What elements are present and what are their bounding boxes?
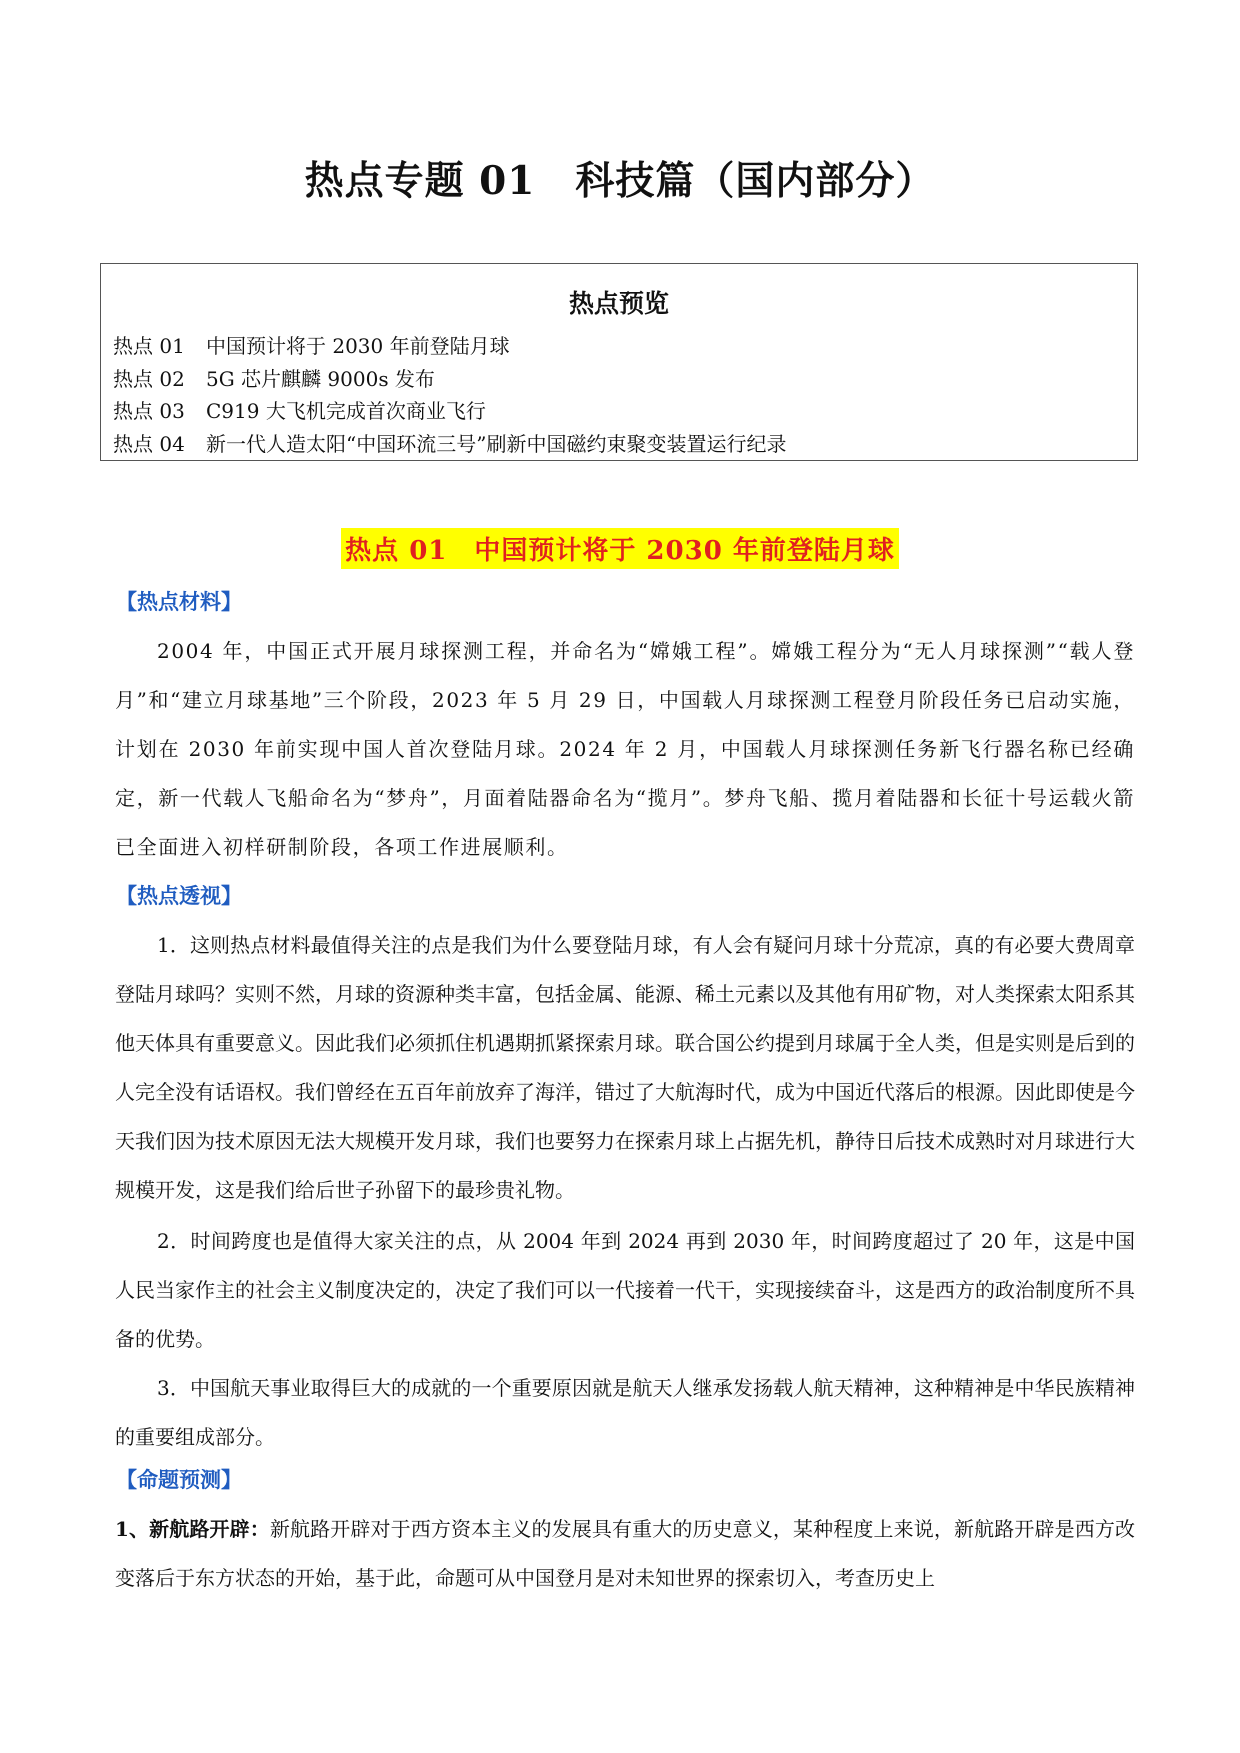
preview-heading: 热点预览 — [568, 289, 669, 318]
prediction-lead: 1、新航路开辟： — [115, 1517, 270, 1541]
preview-item-text: C919 大飞机完成首次商业飞行 — [206, 399, 486, 423]
material-label: 【热点材料】 — [116, 589, 242, 614]
preview-item-number: 热点 04 — [113, 431, 185, 456]
prediction-text: 新航路开辟对于西方资本主义的发展具有重大的历史意义，某种程度上来说，新航路开辟是西方改变落后于东方状态的开始，基于此，命题可从中国登月是对未知世界的探索切入，考查历史上 — [115, 1517, 1135, 1590]
perspective-paragraph-2: 2．时间跨度也是值得大家关注的点，从 2004 年到 2024 再到 2030 年，时间跨度超过了 20 年，这是中国人民当家作主的社会主义制度决定的，决定了我们可以一代接着一代干，实现接续奋斗，这是西方的政治制度所不具备的优势。 — [115, 1229, 1135, 1351]
preview-item-number: 热点 02 — [113, 366, 185, 391]
preview-item — [113, 428, 786, 461]
preview-list — [113, 330, 786, 460]
preview-item-text: 新一代人造太阳“中国环流三号”刷新中国磁约束聚变装置运行纪录 — [206, 431, 787, 456]
section-title-wrap — [0, 528, 1240, 569]
preview-item — [113, 330, 786, 363]
preview-item-text: 5G 芯片麒麟 9000s 发布 — [206, 366, 435, 391]
perspective-paragraph-3: 3．中国航天事业取得巨大的成就的一个重要原因就是航天人继承发扬载人航天精神，这种精神是中华民族精神的重要组成部分。 — [115, 1376, 1135, 1449]
perspective-label: 【热点透视】 — [116, 883, 242, 908]
prediction-paragraph — [115, 1505, 1135, 1603]
preview-item-text: 中国预计将于 2030 年前登陆月球 — [206, 334, 510, 358]
preview-item-number: 热点 03 — [113, 399, 185, 423]
preview-item-number: 热点 01 — [113, 334, 185, 358]
section-title: 热点 01 中国预计将于 2030 年前登陆月球 — [341, 528, 899, 569]
hotspot-preview-box — [100, 263, 1138, 461]
preview-item — [113, 363, 786, 396]
prediction-label: 【命题预测】 — [116, 1467, 242, 1492]
perspective-paragraph-1: 1．这则热点材料最值得关注的点是我们为什么要登陆月球，有人会有疑问月球十分荒凉，真的有必要大费周章登陆月球吗？实则不然，月球的资源种类丰富，包括金属、能源、稀土元素以及其他有用矿物，对人类探索太阳系其他天体具有重要意义。因此我们必须抓住机遇期抓紧探索月球。联合国公约提到月球属于全人类，但是实则是后到的人完全没有话语权。我们曾经在五百年前放弃了海洋，错过了大航海时代，成为中国近代落后的根源。因此即使是今天我们因为技术原因无法大规模开发月球，我们也要努力在探索月球上占据先机，静待日后技术成熟时对月球进行大规模开发，这是我们给后世子孙留下的最珍贵礼物。 — [115, 933, 1135, 1202]
preview-item — [113, 395, 786, 428]
material-paragraph: 2004 年，中国正式开展月球探测工程，并命名为“嫦娥工程”。嫦娥工程分为“无人月球探测”“载人登月”和“建立月球基地”三个阶段，2023 年 5 月 29 日，中国载人月球探测工程登月阶段任务已启动实施，计划在 2030 年前实现中国人首次登陆月球。2024 年 2 月，中国载人月球探测任务新飞行器名称已经确定，新一代载人飞船命名为“梦舟”，月面着陆器命名为“揽月”。梦舟飞船、揽月着陆器和长征十号运载火箭已全面进入初样研制阶段，各项工作进展顺利。 — [115, 639, 1135, 859]
document-title: 热点专题 01 科技篇（国内部分） — [304, 158, 936, 204]
